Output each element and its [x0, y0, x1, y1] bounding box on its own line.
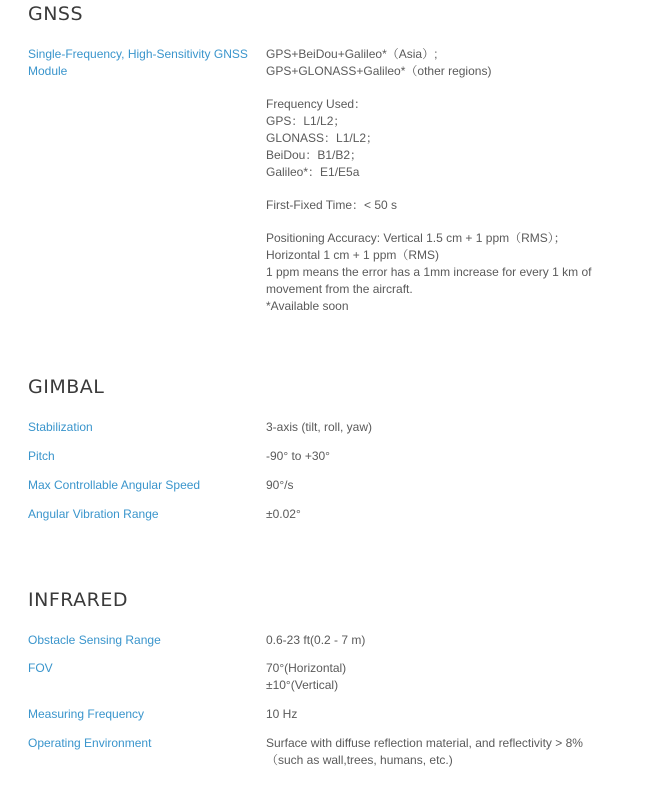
value-line: GLONASS：L1/L2；	[266, 131, 379, 145]
spec-value	[266, 706, 636, 723]
spec-label: Pitch	[28, 449, 55, 463]
value-line: GPS+GLONASS+Galileo*（other regions)	[266, 64, 492, 78]
spec-value	[266, 46, 636, 315]
value-line: 1 ppm means the error has a 1mm increase for every 1 km of	[266, 265, 592, 279]
value-line: Galileo*：E1/E5a	[266, 165, 360, 179]
spec-value: 3-axis (tilt, roll, yaw)	[266, 420, 373, 434]
spec-label: Obstacle Sensing Range	[28, 633, 161, 647]
spec-value	[266, 735, 636, 769]
accuracy-paragraph	[266, 230, 636, 315]
value-line: 0.6-23 ft(0.2 - 7 m)	[266, 633, 366, 647]
value-line: BeiDou：B1/B2；	[266, 148, 363, 162]
first-fixed-paragraph	[266, 197, 636, 214]
spec-value: 90°/s	[266, 478, 294, 492]
frequency-paragraph	[266, 96, 636, 181]
value-line: GPS+BeiDou+Galileo*（Asia）;	[266, 47, 438, 61]
value-line: ±10°(Vertical)	[266, 678, 339, 692]
spec-label: Single-Frequency, High-Sensitivity GNSS Module	[28, 47, 248, 78]
value-line: *Available soon	[266, 299, 349, 313]
value-line: Positioning Accuracy: Vertical 1.5 cm + 1 ppm（RMS）；	[266, 231, 566, 245]
section-title-gnss: GNSS	[28, 3, 84, 25]
spec-label: FOV	[28, 661, 53, 675]
spec-label: Max Controllable Angular Speed	[28, 478, 201, 492]
value-line: movement from the aircraft.	[266, 282, 413, 296]
gnss-systems-paragraph	[266, 46, 636, 80]
value-line: （such as wall,trees, humans, etc.)	[266, 753, 453, 767]
value-line: 10 Hz	[266, 707, 298, 721]
spec-value	[266, 660, 636, 694]
spec-value	[266, 632, 636, 649]
spec-value: -90° to +30°	[266, 449, 330, 463]
value-line: GPS：L1/L2；	[266, 114, 346, 128]
spec-label: Operating Environment	[28, 736, 152, 750]
value-line: Frequency Used：	[266, 97, 367, 111]
section-title-gimbal: GIMBAL	[28, 376, 105, 398]
section-title-infrared: INFRARED	[28, 589, 129, 611]
value-line: 70°(Horizontal)	[266, 661, 347, 675]
value-line: First-Fixed Time：< 50 s	[266, 198, 398, 212]
spec-value: ±0.02°	[266, 507, 301, 521]
spec-label: Angular Vibration Range	[28, 507, 159, 521]
value-line: Surface with diffuse reflection material, and reflectivity > 8%	[266, 736, 583, 750]
spec-label: Stabilization	[28, 420, 93, 434]
spec-label: Measuring Frequency	[28, 707, 145, 721]
value-line: Horizontal 1 cm + 1 ppm（RMS)	[266, 248, 440, 262]
